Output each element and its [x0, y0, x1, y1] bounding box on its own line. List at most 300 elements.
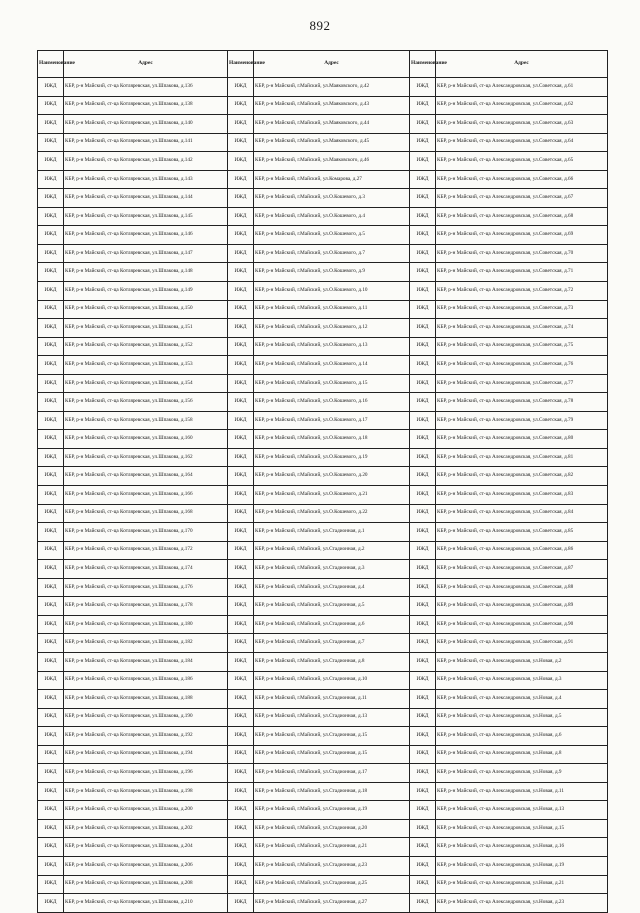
type-cell: ИЖД: [228, 448, 254, 467]
table-row: [38, 578, 608, 597]
address-cell: КБР, р-н Майский, ст-ца Котляревская, ул.Шпакова, д.151: [64, 319, 228, 338]
table-row: [38, 764, 608, 783]
address-cell: КБР, р-н Майский, г.Майский, ул.О.Кошевого, д.12: [254, 319, 410, 338]
address-cell: КБР, р-н Майский, ст-ца Котляревская, ул.Шпакова, д.208: [64, 875, 228, 894]
address-cell: КБР, р-н Майский, ст-ца Александровская, ул.Советская, д.86: [436, 541, 608, 560]
type-cell: ИЖД: [410, 523, 436, 542]
table-row: [38, 875, 608, 894]
address-cell: КБР, р-н Майский, ст-ца Котляревская, ул.Шпакова, д.138: [64, 96, 228, 115]
address-cell: КБР, р-н Майский, г.Майский, ул.О.Кошевого, д.5: [254, 226, 410, 245]
type-cell: ИЖД: [410, 133, 436, 152]
address-cell: КБР, р-н Майский, г.Майский, ул.Стадионная, д.25: [254, 875, 410, 894]
address-cell: КБР, р-н Майский, ст-ца Котляревская, ул.Шпакова, д.202: [64, 819, 228, 838]
type-cell: ИЖД: [38, 541, 64, 560]
type-cell: ИЖД: [38, 523, 64, 542]
type-cell: ИЖД: [38, 819, 64, 838]
address-cell: КБР, р-н Майский, г.Майский, ул.О.Кошевого, д.14: [254, 356, 410, 375]
table-row: [38, 244, 608, 263]
type-cell: ИЖД: [38, 894, 64, 913]
type-cell: ИЖД: [228, 430, 254, 449]
address-cell: КБР, р-н Майский, ст-ца Котляревская, ул.Шпакова, д.142: [64, 152, 228, 171]
address-cell: КБР, р-н Майский, ст-ца Александровская, ул.Советская, д.70: [436, 244, 608, 263]
type-cell: ИЖД: [410, 856, 436, 875]
table-row: [38, 856, 608, 875]
address-cell: КБР, р-н Майский, г.Майский, ул.Маяковского, д.42: [254, 78, 410, 97]
type-cell: ИЖД: [410, 782, 436, 801]
type-cell: ИЖД: [228, 374, 254, 393]
address-cell: КБР, р-н Майский, г.Майский, ул.Стадионная, д.23: [254, 856, 410, 875]
header-address-1: Адрес: [64, 51, 228, 78]
type-cell: ИЖД: [228, 819, 254, 838]
type-cell: ИЖД: [410, 263, 436, 282]
type-cell: ИЖД: [410, 300, 436, 319]
type-cell: ИЖД: [410, 115, 436, 134]
type-cell: ИЖД: [228, 337, 254, 356]
type-cell: ИЖД: [410, 467, 436, 486]
type-cell: ИЖД: [228, 597, 254, 616]
address-cell: КБР, р-н Майский, г.Майский, ул.Стадионная, д.6: [254, 615, 410, 634]
type-cell: ИЖД: [38, 356, 64, 375]
type-cell: ИЖД: [410, 319, 436, 338]
header-type-3: Наименование: [410, 51, 436, 78]
type-cell: ИЖД: [38, 652, 64, 671]
address-cell: КБР, р-н Майский, г.Майский, ул.Стадионная, д.15: [254, 745, 410, 764]
address-cell: КБР, р-н Майский, ст-ца Александровская, ул.Новая, д.8: [436, 745, 608, 764]
table-row: [38, 727, 608, 746]
address-cell: КБР, р-н Майский, ст-ца Котляревская, ул.Шпакова, д.204: [64, 838, 228, 857]
type-cell: ИЖД: [228, 207, 254, 226]
address-cell: КБР, р-н Майский, ст-ца Котляревская, ул.Шпакова, д.166: [64, 486, 228, 505]
table-row: [38, 96, 608, 115]
address-cell: КБР, р-н Майский, ст-ца Александровская, ул.Новая, д.5: [436, 708, 608, 727]
address-cell: КБР, р-н Майский, г.Майский, ул.О.Кошевого, д.4: [254, 207, 410, 226]
type-cell: ИЖД: [228, 467, 254, 486]
type-cell: ИЖД: [38, 226, 64, 245]
address-cell: КБР, р-н Майский, ст-ца Александровская, ул.Советская, д.89: [436, 597, 608, 616]
type-cell: ИЖД: [410, 652, 436, 671]
type-cell: ИЖД: [228, 486, 254, 505]
table-row: [38, 838, 608, 857]
type-cell: ИЖД: [410, 170, 436, 189]
address-cell: КБР, р-н Майский, ст-ца Котляревская, ул.Шпакова, д.172: [64, 541, 228, 560]
table-header-row: [38, 51, 608, 78]
type-cell: ИЖД: [410, 189, 436, 208]
header-type-1: Наименование: [38, 51, 64, 78]
address-cell: КБР, р-н Майский, ст-ца Котляревская, ул.Шпакова, д.200: [64, 801, 228, 820]
type-cell: ИЖД: [228, 541, 254, 560]
type-cell: ИЖД: [410, 486, 436, 505]
type-cell: ИЖД: [410, 541, 436, 560]
address-cell: КБР, р-н Майский, ст-ца Александровская, ул.Советская, д.68: [436, 207, 608, 226]
address-cell: КБР, р-н Майский, ст-ца Александровская, ул.Новая, д.13: [436, 801, 608, 820]
table-row: [38, 226, 608, 245]
table-row: [38, 207, 608, 226]
address-cell: КБР, р-н Майский, г.Майский, ул.Стадионная, д.15: [254, 727, 410, 746]
address-cell: КБР, р-н Майский, г.Майский, ул.О.Кошевого, д.13: [254, 337, 410, 356]
type-cell: ИЖД: [410, 411, 436, 430]
address-cell: КБР, р-н Майский, г.Майский, ул.О.Кошевого, д.21: [254, 486, 410, 505]
type-cell: ИЖД: [228, 578, 254, 597]
address-cell: КБР, р-н Майский, ст-ца Александровская, ул.Советская, д.81: [436, 448, 608, 467]
type-cell: ИЖД: [228, 133, 254, 152]
address-cell: КБР, р-н Майский, г.Майский, ул.Маяковского, д.43: [254, 96, 410, 115]
table-row: [38, 282, 608, 301]
type-cell: ИЖД: [228, 838, 254, 857]
address-cell: КБР, р-н Майский, ст-ца Александровская, ул.Новая, д.2: [436, 652, 608, 671]
address-cell: КБР, р-н Майский, г.Майский, ул.О.Кошевого, д.3: [254, 189, 410, 208]
address-cell: КБР, р-н Майский, г.Майский, ул.О.Кошевого, д.18: [254, 430, 410, 449]
type-cell: ИЖД: [38, 708, 64, 727]
address-cell: КБР, р-н Майский, ст-ца Александровская, ул.Советская, д.77: [436, 374, 608, 393]
type-cell: ИЖД: [38, 597, 64, 616]
address-cell: КБР, р-н Майский, ст-ца Котляревская, ул.Шпакова, д.168: [64, 504, 228, 523]
address-cell: КБР, р-н Майский, ст-ца Александровская, ул.Советская, д.91: [436, 634, 608, 653]
table-row: [38, 504, 608, 523]
address-cell: КБР, р-н Майский, ст-ца Александровская, ул.Новая, д.23: [436, 894, 608, 913]
type-cell: ИЖД: [38, 319, 64, 338]
address-cell: КБР, р-н Майский, г.Майский, ул.О.Кошевого, д.20: [254, 467, 410, 486]
table-row: [38, 615, 608, 634]
type-cell: ИЖД: [410, 504, 436, 523]
address-cell: КБР, р-н Майский, ст-ца Александровская, ул.Советская, д.62: [436, 96, 608, 115]
address-cell: КБР, р-н Майский, ст-ца Александровская, ул.Новая, д.15: [436, 819, 608, 838]
type-cell: ИЖД: [228, 356, 254, 375]
table-row: [38, 430, 608, 449]
table-row: [38, 448, 608, 467]
type-cell: ИЖД: [228, 300, 254, 319]
type-cell: ИЖД: [410, 448, 436, 467]
table-row: [38, 319, 608, 338]
address-cell: КБР, р-н Майский, ст-ца Александровская, ул.Советская, д.78: [436, 393, 608, 412]
type-cell: ИЖД: [228, 745, 254, 764]
address-cell: КБР, р-н Майский, г.Майский, ул.Стадионная, д.17: [254, 764, 410, 783]
table-row: [38, 894, 608, 913]
type-cell: ИЖД: [410, 708, 436, 727]
address-cell: КБР, р-н Майский, г.Майский, ул.Стадионная, д.10: [254, 671, 410, 690]
type-cell: ИЖД: [228, 615, 254, 634]
type-cell: ИЖД: [38, 745, 64, 764]
address-cell: КБР, р-н Майский, ст-ца Котляревская, ул.Шпакова, д.164: [64, 467, 228, 486]
table-row: [38, 115, 608, 134]
address-cell: КБР, р-н Майский, ст-ца Котляревская, ул.Шпакова, д.149: [64, 282, 228, 301]
table-row: [38, 819, 608, 838]
address-cell: КБР, р-н Майский, ст-ца Александровская, ул.Советская, д.82: [436, 467, 608, 486]
table-body: [38, 78, 608, 913]
table-row: [38, 634, 608, 653]
type-cell: ИЖД: [410, 244, 436, 263]
type-cell: ИЖД: [38, 875, 64, 894]
type-cell: ИЖД: [38, 393, 64, 412]
type-cell: ИЖД: [38, 504, 64, 523]
type-cell: ИЖД: [38, 374, 64, 393]
address-cell: КБР, р-н Майский, ст-ца Котляревская, ул.Шпакова, д.154: [64, 374, 228, 393]
address-cell: КБР, р-н Майский, ст-ца Котляревская, ул.Шпакова, д.190: [64, 708, 228, 727]
table-row: [38, 671, 608, 690]
type-cell: ИЖД: [38, 671, 64, 690]
address-cell: КБР, р-н Майский, г.Майский, ул.О.Кошевого, д.15: [254, 374, 410, 393]
address-cell: КБР, р-н Майский, г.Майский, ул.О.Кошевого, д.19: [254, 448, 410, 467]
type-cell: ИЖД: [38, 448, 64, 467]
address-cell: КБР, р-н Майский, ст-ца Котляревская, ул.Шпакова, д.176: [64, 578, 228, 597]
type-cell: ИЖД: [228, 634, 254, 653]
table-row: [38, 690, 608, 709]
type-cell: ИЖД: [38, 615, 64, 634]
type-cell: ИЖД: [38, 838, 64, 857]
address-cell: КБР, р-н Майский, г.Майский, ул.Стадионная, д.18: [254, 782, 410, 801]
address-cell: КБР, р-н Майский, ст-ца Александровская, ул.Советская, д.75: [436, 337, 608, 356]
table-row: [38, 523, 608, 542]
address-cell: КБР, р-н Майский, ст-ца Александровская, ул.Советская, д.83: [436, 486, 608, 505]
type-cell: ИЖД: [228, 96, 254, 115]
address-cell: КБР, р-н Майский, г.Майский, ул.Маяковского, д.44: [254, 115, 410, 134]
address-cell: КБР, р-н Майский, ст-ца Александровская, ул.Советская, д.69: [436, 226, 608, 245]
type-cell: ИЖД: [228, 170, 254, 189]
address-cell: КБР, р-н Майский, ст-ца Котляревская, ул.Шпакова, д.143: [64, 170, 228, 189]
address-cell: КБР, р-н Майский, ст-ца Котляревская, ул.Шпакова, д.160: [64, 430, 228, 449]
table-row: [38, 745, 608, 764]
type-cell: ИЖД: [410, 801, 436, 820]
page-number: 892: [309, 18, 331, 33]
type-cell: ИЖД: [38, 578, 64, 597]
table-row: [38, 170, 608, 189]
address-cell: КБР, р-н Майский, г.Майский, ул.Стадионная, д.1: [254, 523, 410, 542]
address-cell: КБР, р-н Майский, ст-ца Котляревская, ул.Шпакова, д.136: [64, 78, 228, 97]
address-cell: КБР, р-н Майский, ст-ца Александровская, ул.Новая, д.9: [436, 764, 608, 783]
address-cell: КБР, р-н Майский, ст-ца Александровская, ул.Советская, д.71: [436, 263, 608, 282]
address-cell: КБР, р-н Майский, г.Майский, ул.Маяковского, д.46: [254, 152, 410, 171]
table-row: [38, 374, 608, 393]
type-cell: ИЖД: [38, 282, 64, 301]
address-cell: КБР, р-н Майский, ст-ца Александровская, ул.Советская, д.61: [436, 78, 608, 97]
type-cell: ИЖД: [410, 690, 436, 709]
type-cell: ИЖД: [38, 96, 64, 115]
type-cell: ИЖД: [38, 263, 64, 282]
address-cell: КБР, р-н Майский, ст-ца Котляревская, ул.Шпакова, д.182: [64, 634, 228, 653]
address-cell: КБР, р-н Майский, ст-ца Котляревская, ул.Шпакова, д.198: [64, 782, 228, 801]
address-cell: КБР, р-н Майский, г.Майский, ул.Стадионная, д.27: [254, 894, 410, 913]
address-cell: КБР, р-н Майский, г.Майский, ул.Стадионная, д.7: [254, 634, 410, 653]
type-cell: ИЖД: [38, 727, 64, 746]
address-cell: КБР, р-н Майский, ст-ца Котляревская, ул.Шпакова, д.174: [64, 560, 228, 579]
type-cell: ИЖД: [410, 894, 436, 913]
address-cell: КБР, р-н Майский, ст-ца Александровская, ул.Новая, д.6: [436, 727, 608, 746]
address-cell: КБР, р-н Майский, ст-ца Александровская, ул.Советская, д.73: [436, 300, 608, 319]
address-cell: КБР, р-н Майский, ст-ца Александровская, ул.Советская, д.80: [436, 430, 608, 449]
address-cell: КБР, р-н Майский, ст-ца Александровская, ул.Советская, д.88: [436, 578, 608, 597]
table-row: [38, 467, 608, 486]
address-cell: КБР, р-н Майский, г.Майский, ул.Стадионная, д.8: [254, 652, 410, 671]
type-cell: ИЖД: [38, 411, 64, 430]
type-cell: ИЖД: [38, 430, 64, 449]
type-cell: ИЖД: [228, 189, 254, 208]
address-cell: КБР, р-н Майский, ст-ца Александровская, ул.Советская, д.74: [436, 319, 608, 338]
type-cell: ИЖД: [228, 411, 254, 430]
type-cell: ИЖД: [38, 133, 64, 152]
type-cell: ИЖД: [228, 856, 254, 875]
address-cell: КБР, р-н Майский, ст-ца Котляревская, ул.Шпакова, д.156: [64, 393, 228, 412]
type-cell: ИЖД: [410, 430, 436, 449]
type-cell: ИЖД: [410, 356, 436, 375]
type-cell: ИЖД: [410, 393, 436, 412]
table-row: [38, 78, 608, 97]
address-cell: КБР, р-н Майский, ст-ца Котляревская, ул.Шпакова, д.145: [64, 207, 228, 226]
type-cell: ИЖД: [410, 838, 436, 857]
type-cell: ИЖД: [38, 337, 64, 356]
type-cell: ИЖД: [410, 745, 436, 764]
address-cell: КБР, р-н Майский, г.Майский, ул.О.Кошевого, д.11: [254, 300, 410, 319]
table-row: [38, 597, 608, 616]
type-cell: ИЖД: [38, 634, 64, 653]
address-cell: КБР, р-н Майский, ст-ца Александровская, ул.Советская, д.79: [436, 411, 608, 430]
type-cell: ИЖД: [228, 393, 254, 412]
address-cell: КБР, р-н Майский, г.Майский, ул.О.Кошевого, д.9: [254, 263, 410, 282]
address-cell: КБР, р-н Майский, ст-ца Александровская, ул.Советская, д.64: [436, 133, 608, 152]
address-cell: КБР, р-н Майский, ст-ца Александровская, ул.Советская, д.84: [436, 504, 608, 523]
address-cell: КБР, р-н Майский, г.Майский, ул.Стадионная, д.19: [254, 801, 410, 820]
table-row: [38, 708, 608, 727]
table-row: [38, 393, 608, 412]
type-cell: ИЖД: [228, 115, 254, 134]
type-cell: ИЖД: [410, 282, 436, 301]
address-cell: КБР, р-н Майский, ст-ца Котляревская, ул.Шпакова, д.148: [64, 263, 228, 282]
type-cell: ИЖД: [410, 560, 436, 579]
address-cell: КБР, р-н Майский, ст-ца Александровская, ул.Советская, д.67: [436, 189, 608, 208]
address-cell: КБР, р-н Майский, г.Майский, ул.Стадионная, д.20: [254, 819, 410, 838]
address-cell: КБР, р-н Майский, ст-ца Котляревская, ул.Шпакова, д.210: [64, 894, 228, 913]
type-cell: ИЖД: [38, 300, 64, 319]
type-cell: ИЖД: [410, 152, 436, 171]
address-cell: КБР, р-н Майский, г.Майский, ул.Стадионная, д.3: [254, 560, 410, 579]
type-cell: ИЖД: [228, 263, 254, 282]
address-cell: КБР, р-н Майский, ст-ца Котляревская, ул.Шпакова, д.140: [64, 115, 228, 134]
table-row: [38, 486, 608, 505]
address-cell: КБР, р-н Майский, ст-ца Котляревская, ул.Шпакова, д.158: [64, 411, 228, 430]
address-cell: КБР, р-н Майский, ст-ца Котляревская, ул.Шпакова, д.206: [64, 856, 228, 875]
type-cell: ИЖД: [410, 819, 436, 838]
address-cell: КБР, р-н Майский, г.Майский, ул.Стадионная, д.21: [254, 838, 410, 857]
address-cell: КБР, р-н Майский, ст-ца Александровская, ул.Советская, д.76: [436, 356, 608, 375]
type-cell: ИЖД: [228, 727, 254, 746]
type-cell: ИЖД: [38, 170, 64, 189]
address-cell: КБР, р-н Майский, ст-ца Котляревская, ул.Шпакова, д.178: [64, 597, 228, 616]
address-cell: КБР, р-н Майский, ст-ца Александровская, ул.Советская, д.72: [436, 282, 608, 301]
type-cell: ИЖД: [38, 152, 64, 171]
table-row: [38, 782, 608, 801]
table-row: [38, 560, 608, 579]
address-cell: КБР, р-н Майский, ст-ца Котляревская, ул.Шпакова, д.147: [64, 244, 228, 263]
table-row: [38, 133, 608, 152]
address-cell: КБР, р-н Майский, ст-ца Котляревская, ул.Шпакова, д.188: [64, 690, 228, 709]
address-cell: КБР, р-н Майский, ст-ца Александровская, ул.Советская, д.66: [436, 170, 608, 189]
table-row: [38, 356, 608, 375]
type-cell: ИЖД: [38, 189, 64, 208]
type-cell: ИЖД: [410, 875, 436, 894]
type-cell: ИЖД: [228, 671, 254, 690]
type-cell: ИЖД: [410, 764, 436, 783]
address-cell: КБР, р-н Майский, ст-ца Котляревская, ул.Шпакова, д.153: [64, 356, 228, 375]
type-cell: ИЖД: [38, 690, 64, 709]
table-row: [38, 411, 608, 430]
type-cell: ИЖД: [410, 96, 436, 115]
address-cell: КБР, р-н Майский, г.Майский, ул.Стадионная, д.13: [254, 708, 410, 727]
type-cell: ИЖД: [228, 764, 254, 783]
header-address-2: Адрес: [254, 51, 410, 78]
type-cell: ИЖД: [38, 486, 64, 505]
address-cell: КБР, р-н Майский, г.Майский, ул.Комарова, д.27: [254, 170, 410, 189]
header-address-3: Адрес: [436, 51, 608, 78]
type-cell: ИЖД: [38, 78, 64, 97]
address-cell: КБР, р-н Майский, ст-ца Котляревская, ул.Шпакова, д.194: [64, 745, 228, 764]
type-cell: ИЖД: [228, 504, 254, 523]
address-table: [37, 50, 608, 913]
address-cell: КБР, р-н Майский, ст-ца Котляревская, ул.Шпакова, д.150: [64, 300, 228, 319]
address-cell: КБР, р-н Майский, ст-ца Котляревская, ул.Шпакова, д.170: [64, 523, 228, 542]
type-cell: ИЖД: [410, 671, 436, 690]
type-cell: ИЖД: [228, 226, 254, 245]
type-cell: ИЖД: [410, 226, 436, 245]
type-cell: ИЖД: [410, 578, 436, 597]
type-cell: ИЖД: [38, 801, 64, 820]
address-cell: КБР, р-н Майский, ст-ца Александровская, ул.Новая, д.19: [436, 856, 608, 875]
address-cell: КБР, р-н Майский, г.Майский, ул.О.Кошевого, д.17: [254, 411, 410, 430]
type-cell: ИЖД: [228, 652, 254, 671]
type-cell: ИЖД: [228, 560, 254, 579]
type-cell: ИЖД: [38, 560, 64, 579]
address-cell: КБР, р-н Майский, ст-ца Александровская, ул.Советская, д.63: [436, 115, 608, 134]
address-cell: КБР, р-н Майский, ст-ца Котляревская, ул.Шпакова, д.146: [64, 226, 228, 245]
address-cell: КБР, р-н Майский, ст-ца Александровская, ул.Советская, д.65: [436, 152, 608, 171]
address-cell: КБР, р-н Майский, ст-ца Котляревская, ул.Шпакова, д.184: [64, 652, 228, 671]
address-cell: КБР, р-н Майский, ст-ца Котляревская, ул.Шпакова, д.162: [64, 448, 228, 467]
type-cell: ИЖД: [228, 782, 254, 801]
type-cell: ИЖД: [410, 727, 436, 746]
address-cell: КБР, р-н Майский, ст-ца Котляревская, ул.Шпакова, д.152: [64, 337, 228, 356]
type-cell: ИЖД: [228, 282, 254, 301]
address-cell: КБР, р-н Майский, г.Майский, ул.О.Кошевого, д.16: [254, 393, 410, 412]
address-cell: КБР, р-н Майский, г.Майский, ул.О.Кошевого, д.22: [254, 504, 410, 523]
table-row: [38, 263, 608, 282]
type-cell: ИЖД: [228, 801, 254, 820]
type-cell: ИЖД: [410, 78, 436, 97]
type-cell: ИЖД: [228, 523, 254, 542]
address-cell: КБР, р-н Майский, ст-ца Александровская, ул.Новая, д.3: [436, 671, 608, 690]
type-cell: ИЖД: [38, 207, 64, 226]
type-cell: ИЖД: [410, 597, 436, 616]
type-cell: ИЖД: [228, 244, 254, 263]
address-cell: КБР, р-н Майский, г.Майский, ул.Маяковского, д.45: [254, 133, 410, 152]
table-row: [38, 541, 608, 560]
type-cell: ИЖД: [38, 856, 64, 875]
address-cell: КБР, р-н Майский, г.Майский, ул.О.Кошевого, д.7: [254, 244, 410, 263]
type-cell: ИЖД: [410, 634, 436, 653]
address-cell: КБР, р-н Майский, г.Майский, ул.Стадионная, д.5: [254, 597, 410, 616]
header-type-2: Наименование: [228, 51, 254, 78]
address-cell: КБР, р-н Майский, ст-ца Александровская, ул.Новая, д.21: [436, 875, 608, 894]
address-cell: КБР, р-н Майский, ст-ца Александровская, ул.Новая, д.4: [436, 690, 608, 709]
type-cell: ИЖД: [410, 374, 436, 393]
type-cell: ИЖД: [410, 207, 436, 226]
address-cell: КБР, р-н Майский, ст-ца Котляревская, ул.Шпакова, д.180: [64, 615, 228, 634]
address-cell: КБР, р-н Майский, ст-ца Александровская, ул.Советская, д.90: [436, 615, 608, 634]
type-cell: ИЖД: [38, 115, 64, 134]
type-cell: ИЖД: [228, 708, 254, 727]
type-cell: ИЖД: [228, 152, 254, 171]
address-cell: КБР, р-н Майский, ст-ца Александровская, ул.Новая, д.16: [436, 838, 608, 857]
address-cell: КБР, р-н Майский, ст-ца Котляревская, ул.Шпакова, д.196: [64, 764, 228, 783]
table-row: [38, 801, 608, 820]
type-cell: ИЖД: [38, 244, 64, 263]
table-row: [38, 337, 608, 356]
